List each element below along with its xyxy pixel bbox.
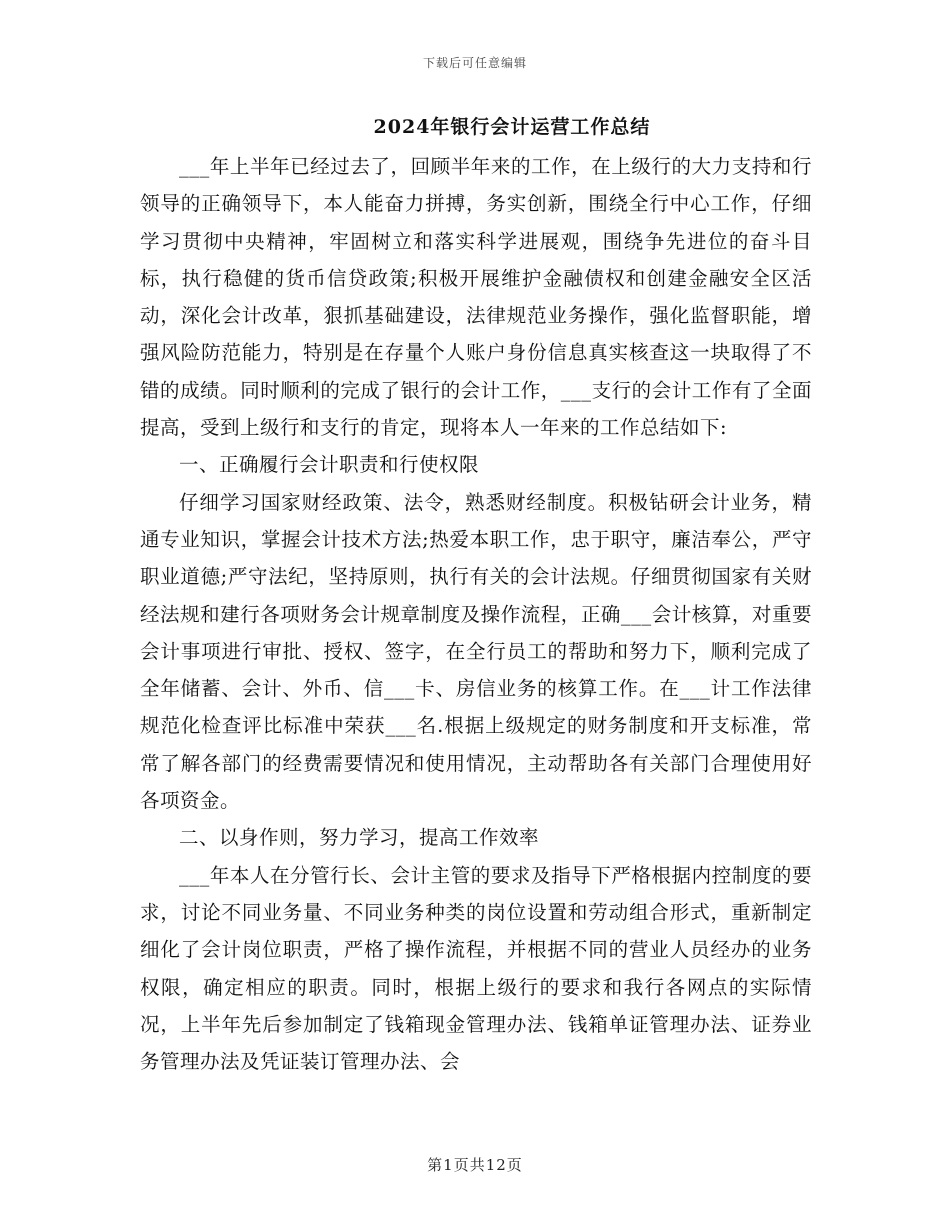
document-title: 2024年银行会计运营工作总结 (373, 116, 651, 138)
page-number-footer: 第1页共12页 (427, 1156, 523, 1174)
page-header-note: 下载后可任意编辑 (422, 56, 527, 70)
section-heading-2: 二、以身作则，努力学习，提高工作效率 (179, 826, 540, 850)
paragraph-intro: ___年上半年已经过去了，回顾半年来的工作，在上级行的大力支持和行领导的正确领导下，本人能奋力拼搏，务实创新，围绕全行中心工作，仔细学习贯彻中央精神，牢固树立和落实科学进展观，围绕争先进位的奋斗目标，执行稳健的货币信贷政策;积极开展维护金融债权和创建金融安全区活动，深化会计改革，狠抓基础建设，法律规范业务操作，强化监督职能，增强风险防范能力，特别是在存量个人账户身份信息真实核查这一块取得了不错的成绩。同时顺利的完成了银行的会计工作，___支行的会计工作有了全面提高，受到上级行和支行的肯定，现将本人一年来的工作总结如下: (140, 155, 812, 440)
document-body (140, 110, 812, 1080)
section-heading-1: 一、正确履行会计职责和行使权限 (179, 453, 480, 477)
paragraph-section-1: 仔细学习国家财经政策、法令，熟悉财经制度。积极钻研会计业务，精通专业知识，掌握会计技术方法;热爱本职工作，忠于职守，廉洁奉公，严守职业道德;严守法纪，坚持原则，执行有关的会计法规。仔细贯彻国家有关财经法规和建行各项财务会计规章制度及操作流程，正确___会计核算，对重要会计事项进行审批、授权、签字，在全行员工的帮助和努力下，顺利完成了全年储蓄、会计、外币、信___卡、房信业务的核算工作。在___计工作法律规范化检查评比标准中荣获___名.根据上级规定的财务制度和开支标准，常常了解各部门的经费需要情况和使用情况，主动帮助各有关部门合理使用好各项资金。 (140, 490, 812, 813)
paragraph-section-2: ___年本人在分管行长、会计主管的要求及指导下严格根据内控制度的要求，讨论不同业务量、不同业务种类的岗位设置和劳动组合形式，重新制定细化了会计岗位职责，严格了操作流程，并根据不同的营业人员经办的业务权限，确定相应的职责。同时，根据上级行的要求和我行各网点的实际情况，上半年先后参加制定了钱箱现金管理办法、钱箱单证管理办法、证券业务管理办法及凭证装订管理办法、会 (140, 863, 812, 1074)
